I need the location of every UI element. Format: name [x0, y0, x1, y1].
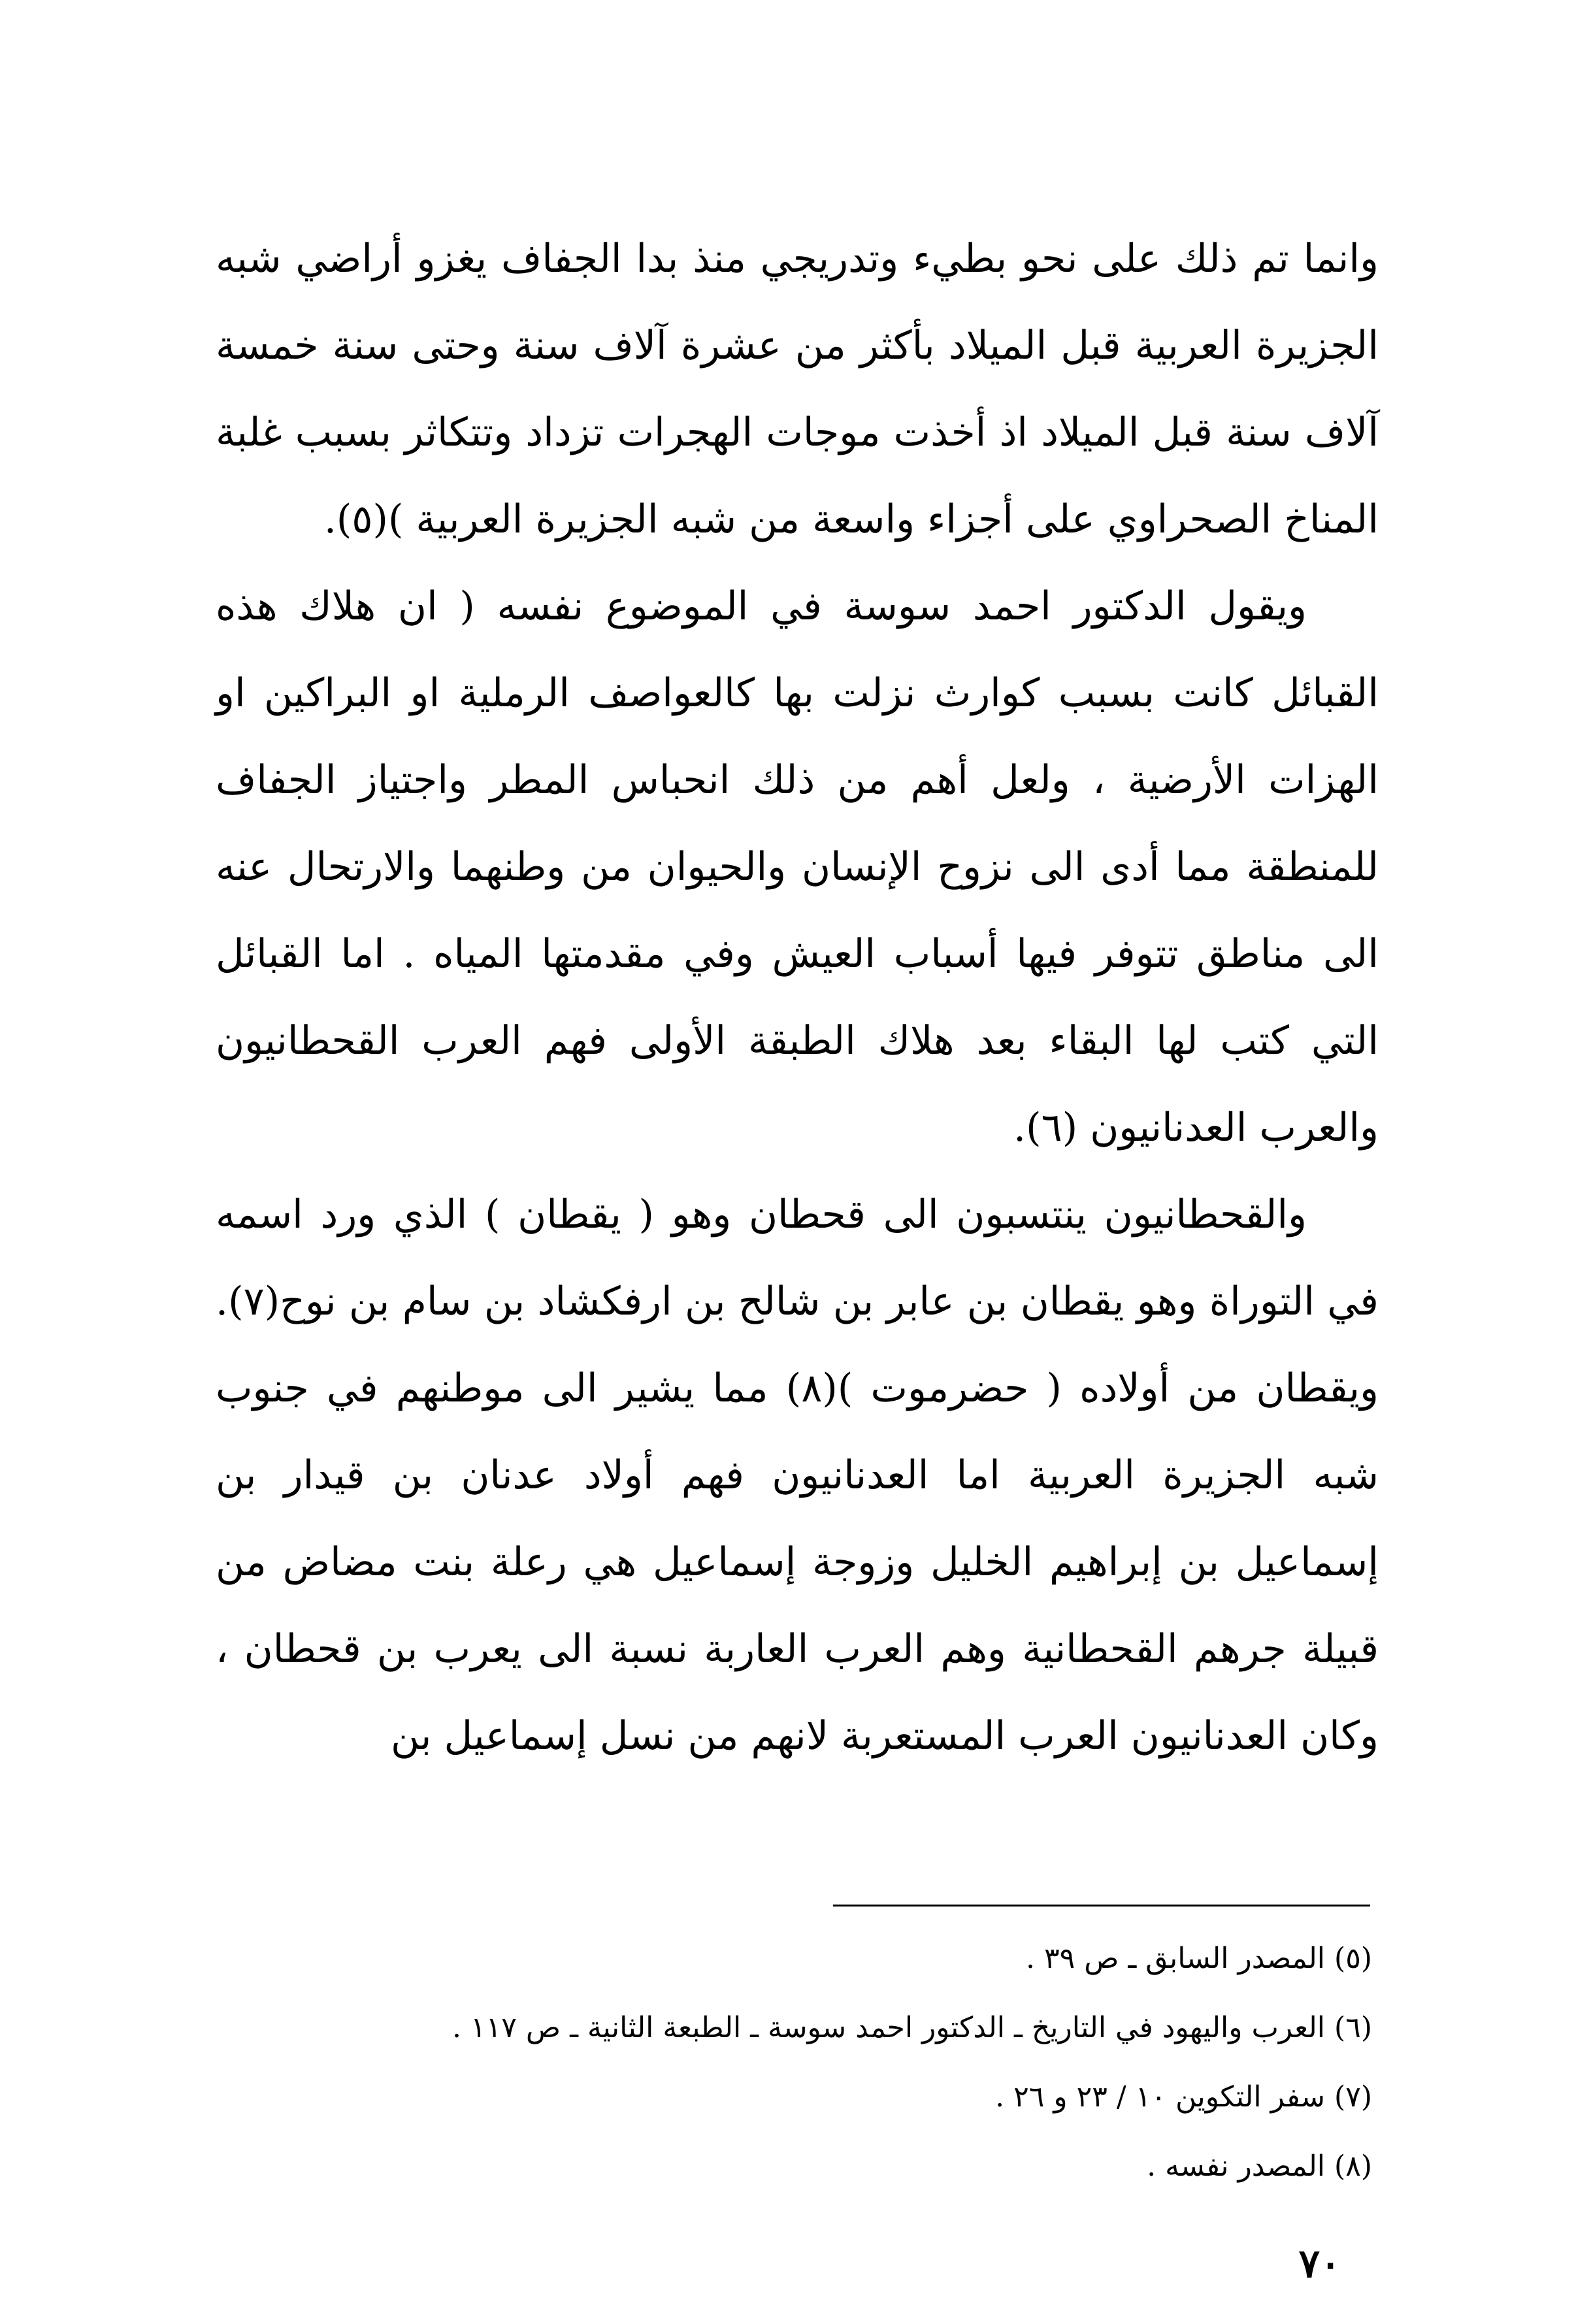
- footnote-6: (٦) العرب واليهود في التاريخ ـ الدكتور احمد سوسة ـ الطبعة الثانية ـ ص ١١٧ .: [452, 2011, 1372, 2044]
- paragraph-1: وانما تم ذلك على نحو بطيء وتدريجي منذ بدا الجفاف يغزو أراضي شبه الجزيرة العربية قبل الميلاد بأكثر من عشرة آلاف سنة وحتى سنة خمسة آلاف سنة قبل الميلاد اذ أخذت موجات الهجرات تزداد وتتكاثر بسبب غلبة المناخ الصحراوي على أجزاء واسعة من شبه الجزيرة العربية )(٥).: [216, 236, 1379, 542]
- footnote-8: (٨) المصدر نفسه .: [1147, 2150, 1372, 2183]
- body-text: [216, 216, 1379, 1780]
- footnote-separator: [833, 1905, 1370, 1907]
- footnotes: [216, 1924, 1372, 2201]
- paragraph-3: والقحطانيون ينتسبون الى قحطان وهو ( يقطان ) الذي ورد اسمه في التوراة وهو يقطان بن عابر بن شالح بن ارفكشاد بن سام بن نوح(٧). ويقطان من أولاده ( حضرموت )(٨) مما يشير الى موطنهم في جنوب شبه الجزيرة العربية اما العدنانيون فهم أولاد عدنان بن قيدار بن إسماعيل بن إبراهيم الخليل وزوجة إسماعيل هي رعلة بنت مضاض من قبيلة جرهم القحطانية وهم العرب العاربة نسبة الى يعرب بن قحطان ، وكان العدنانيون العرب المستعربة لانهم من نسل إسماعيل بن: [216, 1192, 1379, 1759]
- paragraph-2: ويقول الدكتور احمد سوسة في الموضوع نفسه ( ان هلاك هذه القبائل كانت بسبب كوارث نزلت بها كالعواصف الرملية او البراكين او الهزات الأرضية ، ولعل أهم من ذلك انحباس المطر واجتياز الجفاف للمنطقة مما أدى الى نزوح الإنسان والحيوان من وطنهما والارتحال عنه الى مناطق تتوفر فيها أسباب العيش وفي مقدمتها المياه . اما القبائل التي كتب لها البقاء بعد هلاك الطبقة الأولى فهم العرب القحطانيون والعرب العدنانيون (٦).: [216, 583, 1379, 1151]
- footnote-7: (٧) سفر التكوين ١٠ / ٢٣ و ٢٦ .: [995, 2080, 1372, 2114]
- page-number: ٧٠: [1298, 2241, 1341, 2287]
- footnote-5: (٥) المصدر السابق ـ ص ٣٩ .: [1025, 1942, 1372, 1975]
